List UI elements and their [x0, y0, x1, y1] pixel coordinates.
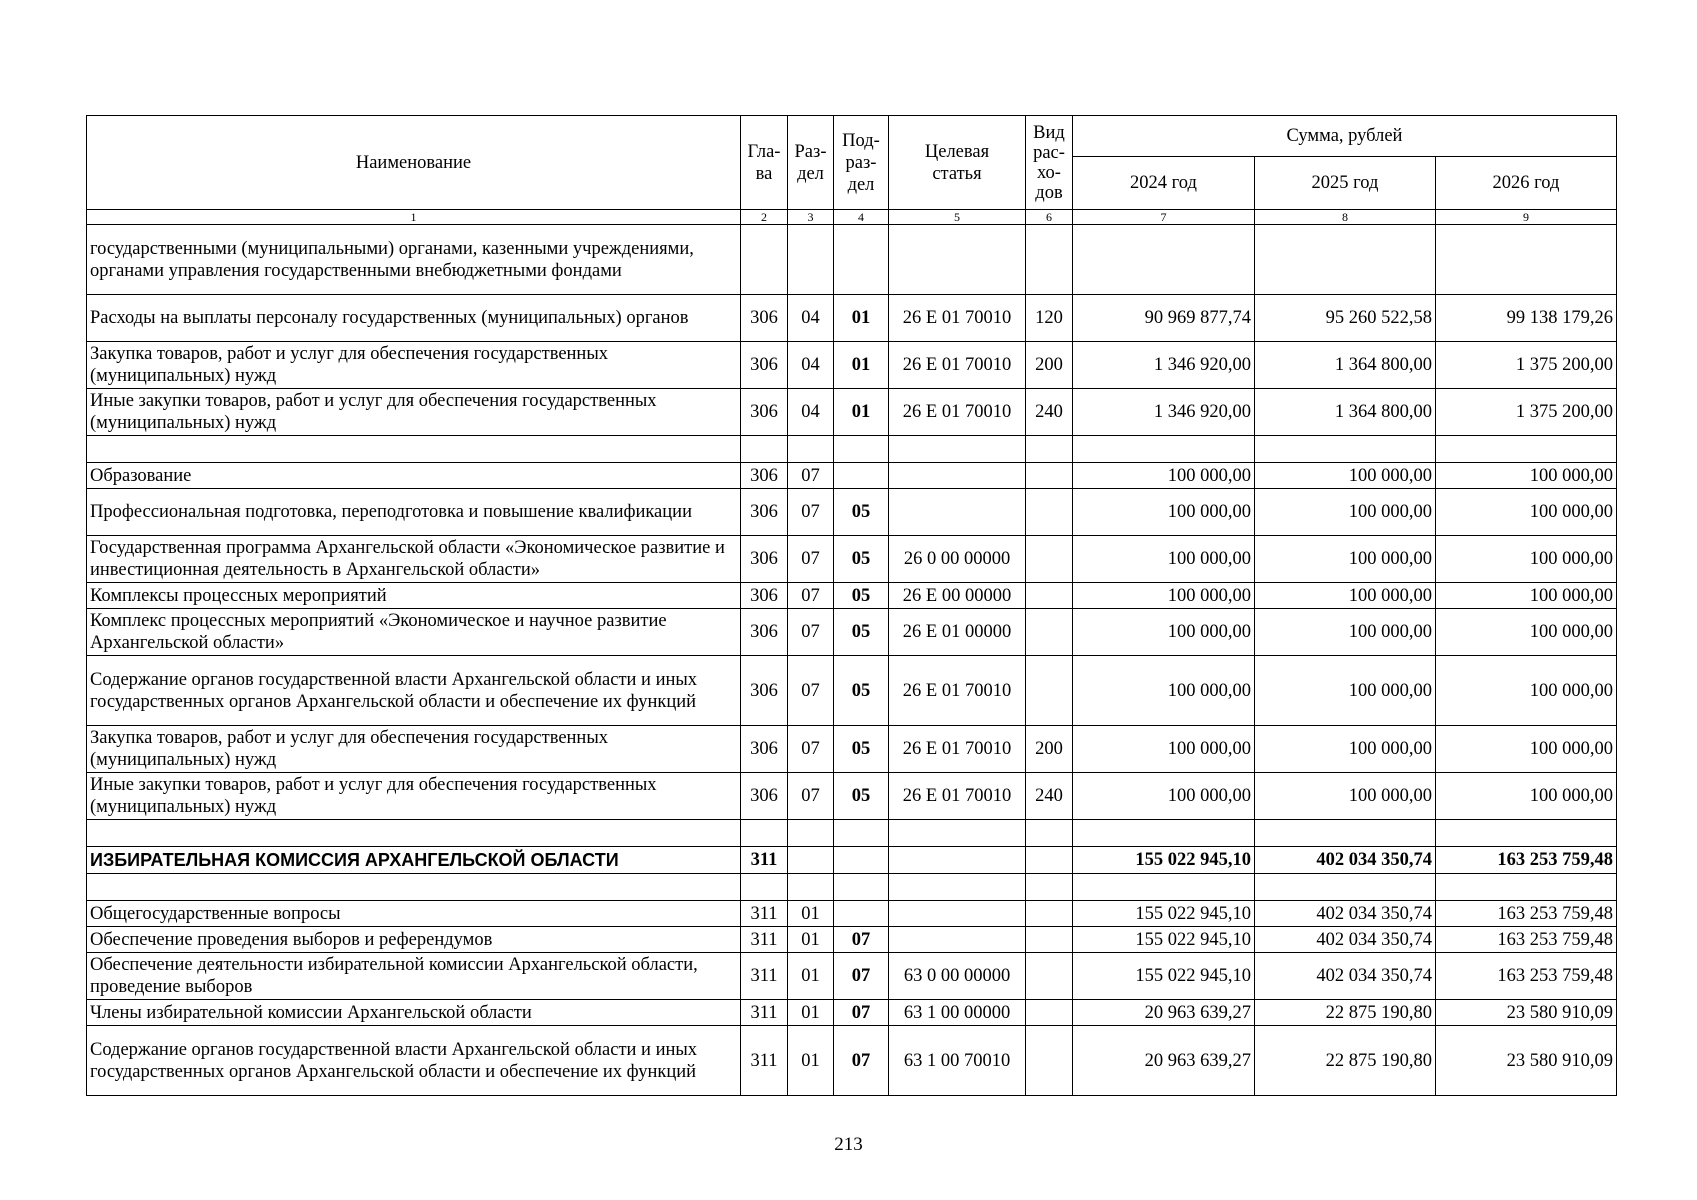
cell-amount-2024: [1073, 874, 1255, 901]
cell-podrazdel: 07: [834, 927, 889, 953]
cell-amount-2026: 100 000,00: [1436, 536, 1617, 583]
cell-podrazdel: 05: [834, 609, 889, 656]
cell-podrazdel: 05: [834, 583, 889, 609]
cell-glava: [741, 874, 788, 901]
cell-podrazdel: 01: [834, 295, 889, 342]
cell-glava: 311: [741, 927, 788, 953]
header-podrazdel: Под- раз- дел: [834, 116, 889, 210]
cell-razdel: 01: [788, 1000, 834, 1026]
cell-amount-2026: 100 000,00: [1436, 773, 1617, 820]
cell-amount-2024: 100 000,00: [1073, 536, 1255, 583]
cell-podrazdel: 07: [834, 1000, 889, 1026]
cell-vid-rashodov: 200: [1026, 342, 1073, 389]
cell-celevaya-statya: 26 Е 01 70010: [889, 295, 1026, 342]
header-vid-rashodov: Вид рас- хо- дов: [1026, 116, 1073, 210]
cell-glava: 311: [741, 1026, 788, 1096]
cell-name: Комплекс процессных мероприятий «Экономическое и научное развитие Архангельской области»: [87, 609, 741, 656]
cell-glava: [741, 820, 788, 847]
cell-amount-2025: 95 260 522,58: [1255, 295, 1436, 342]
table-row: [87, 436, 1617, 463]
cell-amount-2025: 100 000,00: [1255, 536, 1436, 583]
cell-name: Комплексы процессных мероприятий: [87, 583, 741, 609]
cell-amount-2024: 1 346 920,00: [1073, 342, 1255, 389]
cell-glava: 306: [741, 656, 788, 726]
cell-podrazdel: [834, 874, 889, 901]
cell-amount-2025: 1 364 800,00: [1255, 389, 1436, 436]
cell-amount-2024: 100 000,00: [1073, 609, 1255, 656]
header-glava: Гла- ва: [741, 116, 788, 210]
cell-glava: 311: [741, 953, 788, 1000]
cell-podrazdel: 07: [834, 953, 889, 1000]
header-year-2024: 2024 год: [1073, 157, 1255, 210]
cell-podrazdel: 05: [834, 536, 889, 583]
cell-amount-2026: 100 000,00: [1436, 463, 1617, 489]
cell-amount-2024: 1 346 920,00: [1073, 389, 1255, 436]
cell-podrazdel: [834, 901, 889, 927]
cell-amount-2025: 1 364 800,00: [1255, 342, 1436, 389]
table-row: [87, 389, 1617, 436]
cell-name: [87, 820, 741, 847]
table-row: [87, 295, 1617, 342]
cell-vid-rashodov: [1026, 609, 1073, 656]
table-row: [87, 874, 1617, 901]
cell-amount-2026: [1436, 436, 1617, 463]
cell-amount-2025: 100 000,00: [1255, 726, 1436, 773]
cell-amount-2024: [1073, 225, 1255, 295]
cell-podrazdel: [834, 463, 889, 489]
cell-name: Содержание органов государственной власти Архангельской области и иных государственных органов Архангельской области и обеспечение их функций: [87, 656, 741, 726]
cell-podrazdel: 05: [834, 656, 889, 726]
header-razdel: Раз- дел: [788, 116, 834, 210]
cell-celevaya-statya: [889, 463, 1026, 489]
cell-amount-2026: 1 375 200,00: [1436, 342, 1617, 389]
cell-vid-rashodov: 240: [1026, 389, 1073, 436]
cell-celevaya-statya: [889, 901, 1026, 927]
cell-razdel: 07: [788, 609, 834, 656]
cell-vid-rashodov: [1026, 436, 1073, 463]
cell-vid-rashodov: 200: [1026, 726, 1073, 773]
cell-amount-2026: 100 000,00: [1436, 609, 1617, 656]
cell-podrazdel: 01: [834, 342, 889, 389]
cell-name: Иные закупки товаров, работ и услуг для обеспечения государственных (муниципальных) нужд: [87, 389, 741, 436]
column-number-row: [87, 210, 1617, 225]
cell-celevaya-statya: 26 Е 01 70010: [889, 656, 1026, 726]
cell-vid-rashodov: 240: [1026, 773, 1073, 820]
cell-amount-2025: [1255, 820, 1436, 847]
header-celevaya-statya: Целевая статья: [889, 116, 1026, 210]
cell-name: Расходы на выплаты персоналу государственных (муниципальных) органов: [87, 295, 741, 342]
cell-name: Закупка товаров, работ и услуг для обеспечения государственных (муниципальных) нужд: [87, 342, 741, 389]
cell-amount-2024: 100 000,00: [1073, 656, 1255, 726]
cell-vid-rashodov: [1026, 1026, 1073, 1096]
cell-name: Профессиональная подготовка, переподготовка и повышение квалификации: [87, 489, 741, 536]
table-row: [87, 489, 1617, 536]
cell-amount-2026: 100 000,00: [1436, 583, 1617, 609]
cell-vid-rashodov: [1026, 489, 1073, 536]
cell-podrazdel: 05: [834, 489, 889, 536]
cell-amount-2026: 163 253 759,48: [1436, 901, 1617, 927]
cell-vid-rashodov: [1026, 1000, 1073, 1026]
cell-name: Государственная программа Архангельской области «Экономическое развитие и инвестиционная деятельность в Архангельской области»: [87, 536, 741, 583]
cell-podrazdel: [834, 436, 889, 463]
cell-razdel: 01: [788, 901, 834, 927]
cell-glava: 306: [741, 342, 788, 389]
cell-celevaya-statya: [889, 927, 1026, 953]
cell-amount-2026: [1436, 820, 1617, 847]
cell-amount-2026: [1436, 874, 1617, 901]
cell-name: государственными (муниципальными) органами, казенными учреждениями, органами управления государственными внебюджетными фондами: [87, 225, 741, 295]
cell-amount-2024: 20 963 639,27: [1073, 1026, 1255, 1096]
cell-glava: 306: [741, 609, 788, 656]
cell-amount-2025: 402 034 350,74: [1255, 953, 1436, 1000]
page-number: 213: [834, 1134, 863, 1155]
cell-celevaya-statya: 26 Е 01 00000: [889, 609, 1026, 656]
cell-celevaya-statya: [889, 489, 1026, 536]
cell-razdel: [788, 874, 834, 901]
cell-amount-2024: 100 000,00: [1073, 489, 1255, 536]
table-row: [87, 820, 1617, 847]
cell-amount-2024: 155 022 945,10: [1073, 847, 1255, 874]
cell-amount-2026: 100 000,00: [1436, 489, 1617, 536]
cell-glava: 306: [741, 389, 788, 436]
cell-celevaya-statya: [889, 874, 1026, 901]
cell-vid-rashodov: [1026, 463, 1073, 489]
cell-razdel: 07: [788, 583, 834, 609]
table-row: [87, 583, 1617, 609]
cell-amount-2024: [1073, 820, 1255, 847]
cell-name: Общегосударственные вопросы: [87, 901, 741, 927]
cell-celevaya-statya: [889, 225, 1026, 295]
table-row: [87, 847, 1617, 874]
cell-podrazdel: 05: [834, 726, 889, 773]
cell-glava: [741, 225, 788, 295]
table-body: [87, 225, 1617, 1096]
cell-celevaya-statya: 63 1 00 00000: [889, 1000, 1026, 1026]
cell-glava: 306: [741, 489, 788, 536]
cell-vid-rashodov: [1026, 820, 1073, 847]
table-row: [87, 225, 1617, 295]
table-row: [87, 1000, 1617, 1026]
cell-razdel: 04: [788, 389, 834, 436]
column-number: 7: [1073, 210, 1255, 225]
column-number: 1: [87, 210, 741, 225]
cell-amount-2024: 155 022 945,10: [1073, 927, 1255, 953]
cell-celevaya-statya: 26 Е 01 70010: [889, 342, 1026, 389]
cell-amount-2025: 100 000,00: [1255, 656, 1436, 726]
cell-vid-rashodov: [1026, 953, 1073, 1000]
table-row: [87, 901, 1617, 927]
cell-celevaya-statya: 26 Е 01 70010: [889, 726, 1026, 773]
cell-amount-2024: [1073, 436, 1255, 463]
cell-celevaya-statya: 63 1 00 70010: [889, 1026, 1026, 1096]
cell-podrazdel: 05: [834, 773, 889, 820]
cell-razdel: [788, 820, 834, 847]
cell-amount-2024: 20 963 639,27: [1073, 1000, 1255, 1026]
table-row: [87, 342, 1617, 389]
cell-name: [87, 874, 741, 901]
cell-podrazdel: 07: [834, 1026, 889, 1096]
cell-razdel: 01: [788, 953, 834, 1000]
cell-razdel: 04: [788, 342, 834, 389]
column-number: 5: [889, 210, 1026, 225]
cell-razdel: [788, 225, 834, 295]
cell-celevaya-statya: 26 Е 01 70010: [889, 773, 1026, 820]
cell-glava: 306: [741, 726, 788, 773]
cell-razdel: 07: [788, 656, 834, 726]
table-row: [87, 609, 1617, 656]
cell-amount-2026: 99 138 179,26: [1436, 295, 1617, 342]
cell-amount-2024: 90 969 877,74: [1073, 295, 1255, 342]
header-summa: Сумма, рублей: [1073, 116, 1617, 157]
cell-razdel: 07: [788, 726, 834, 773]
table-row: [87, 773, 1617, 820]
cell-amount-2025: 100 000,00: [1255, 489, 1436, 536]
cell-amount-2024: 100 000,00: [1073, 726, 1255, 773]
cell-amount-2026: 1 375 200,00: [1436, 389, 1617, 436]
cell-glava: 306: [741, 295, 788, 342]
cell-razdel: 04: [788, 295, 834, 342]
cell-name: Образование: [87, 463, 741, 489]
cell-amount-2025: 402 034 350,74: [1255, 901, 1436, 927]
cell-amount-2025: 22 875 190,80: [1255, 1000, 1436, 1026]
cell-amount-2025: [1255, 436, 1436, 463]
cell-glava: 306: [741, 583, 788, 609]
cell-amount-2025: 100 000,00: [1255, 609, 1436, 656]
cell-vid-rashodov: 120: [1026, 295, 1073, 342]
table-row: [87, 463, 1617, 489]
cell-amount-2026: 23 580 910,09: [1436, 1026, 1617, 1096]
cell-vid-rashodov: [1026, 225, 1073, 295]
column-number: 3: [788, 210, 834, 225]
cell-celevaya-statya: 26 Е 01 70010: [889, 389, 1026, 436]
cell-razdel: [788, 436, 834, 463]
cell-glava: 306: [741, 773, 788, 820]
cell-vid-rashodov: [1026, 656, 1073, 726]
table-row: [87, 656, 1617, 726]
cell-amount-2024: 155 022 945,10: [1073, 901, 1255, 927]
cell-amount-2024: 100 000,00: [1073, 773, 1255, 820]
cell-glava: [741, 436, 788, 463]
cell-razdel: 07: [788, 773, 834, 820]
cell-amount-2024: 155 022 945,10: [1073, 953, 1255, 1000]
cell-razdel: [788, 847, 834, 874]
cell-podrazdel: [834, 847, 889, 874]
cell-name: ИЗБИРАТЕЛЬНАЯ КОМИССИЯ АРХАНГЕЛЬСКОЙ ОБЛАСТИ: [87, 847, 741, 874]
cell-amount-2026: 23 580 910,09: [1436, 1000, 1617, 1026]
column-number: 8: [1255, 210, 1436, 225]
cell-amount-2025: [1255, 874, 1436, 901]
header-year-2025: 2025 год: [1255, 157, 1436, 210]
column-number: 9: [1436, 210, 1617, 225]
cell-vid-rashodov: [1026, 901, 1073, 927]
cell-glava: 311: [741, 1000, 788, 1026]
cell-celevaya-statya: [889, 847, 1026, 874]
cell-podrazdel: [834, 225, 889, 295]
cell-vid-rashodov: [1026, 536, 1073, 583]
cell-amount-2026: 163 253 759,48: [1436, 953, 1617, 1000]
cell-razdel: 07: [788, 489, 834, 536]
cell-glava: 311: [741, 847, 788, 874]
cell-amount-2025: 100 000,00: [1255, 463, 1436, 489]
cell-razdel: 01: [788, 927, 834, 953]
cell-celevaya-statya: 26 Е 00 00000: [889, 583, 1026, 609]
table-row: [87, 536, 1617, 583]
header-name: Наименование: [87, 116, 741, 210]
cell-celevaya-statya: [889, 820, 1026, 847]
table-row: [87, 927, 1617, 953]
cell-amount-2025: 402 034 350,74: [1255, 847, 1436, 874]
cell-vid-rashodov: [1026, 583, 1073, 609]
cell-amount-2025: 100 000,00: [1255, 773, 1436, 820]
cell-name: Обеспечение деятельности избирательной комиссии Архангельской области, проведение выборов: [87, 953, 741, 1000]
cell-amount-2025: 402 034 350,74: [1255, 927, 1436, 953]
cell-celevaya-statya: [889, 436, 1026, 463]
cell-amount-2024: 100 000,00: [1073, 463, 1255, 489]
cell-name: Содержание органов государственной власти Архангельской области и иных государственных органов Архангельской области и обеспечение их функций: [87, 1026, 741, 1096]
cell-name: Обеспечение проведения выборов и референдумов: [87, 927, 741, 953]
cell-razdel: 07: [788, 463, 834, 489]
cell-amount-2024: 100 000,00: [1073, 583, 1255, 609]
cell-name: Закупка товаров, работ и услуг для обеспечения государственных (муниципальных) нужд: [87, 726, 741, 773]
cell-name: Иные закупки товаров, работ и услуг для обеспечения государственных (муниципальных) нужд: [87, 773, 741, 820]
cell-amount-2025: 100 000,00: [1255, 583, 1436, 609]
cell-celevaya-statya: 63 0 00 00000: [889, 953, 1026, 1000]
cell-amount-2026: 100 000,00: [1436, 656, 1617, 726]
cell-amount-2026: 100 000,00: [1436, 726, 1617, 773]
cell-amount-2025: 22 875 190,80: [1255, 1026, 1436, 1096]
cell-name: Члены избирательной комиссии Архангельской области: [87, 1000, 741, 1026]
cell-glava: 311: [741, 901, 788, 927]
cell-amount-2026: 163 253 759,48: [1436, 927, 1617, 953]
cell-vid-rashodov: [1026, 874, 1073, 901]
column-number: 6: [1026, 210, 1073, 225]
budget-table: [86, 115, 1617, 1096]
cell-razdel: 01: [788, 1026, 834, 1096]
cell-amount-2026: [1436, 225, 1617, 295]
cell-name: [87, 436, 741, 463]
column-number: 4: [834, 210, 889, 225]
cell-razdel: 07: [788, 536, 834, 583]
cell-glava: 306: [741, 463, 788, 489]
cell-amount-2025: [1255, 225, 1436, 295]
column-number: 2: [741, 210, 788, 225]
cell-podrazdel: [834, 820, 889, 847]
table-row: [87, 1026, 1617, 1096]
table-row: [87, 726, 1617, 773]
cell-celevaya-statya: 26 0 00 00000: [889, 536, 1026, 583]
table-row: [87, 953, 1617, 1000]
cell-vid-rashodov: [1026, 847, 1073, 874]
cell-podrazdel: 01: [834, 389, 889, 436]
cell-glava: 306: [741, 536, 788, 583]
cell-vid-rashodov: [1026, 927, 1073, 953]
header-year-2026: 2026 год: [1436, 157, 1617, 210]
cell-amount-2026: 163 253 759,48: [1436, 847, 1617, 874]
